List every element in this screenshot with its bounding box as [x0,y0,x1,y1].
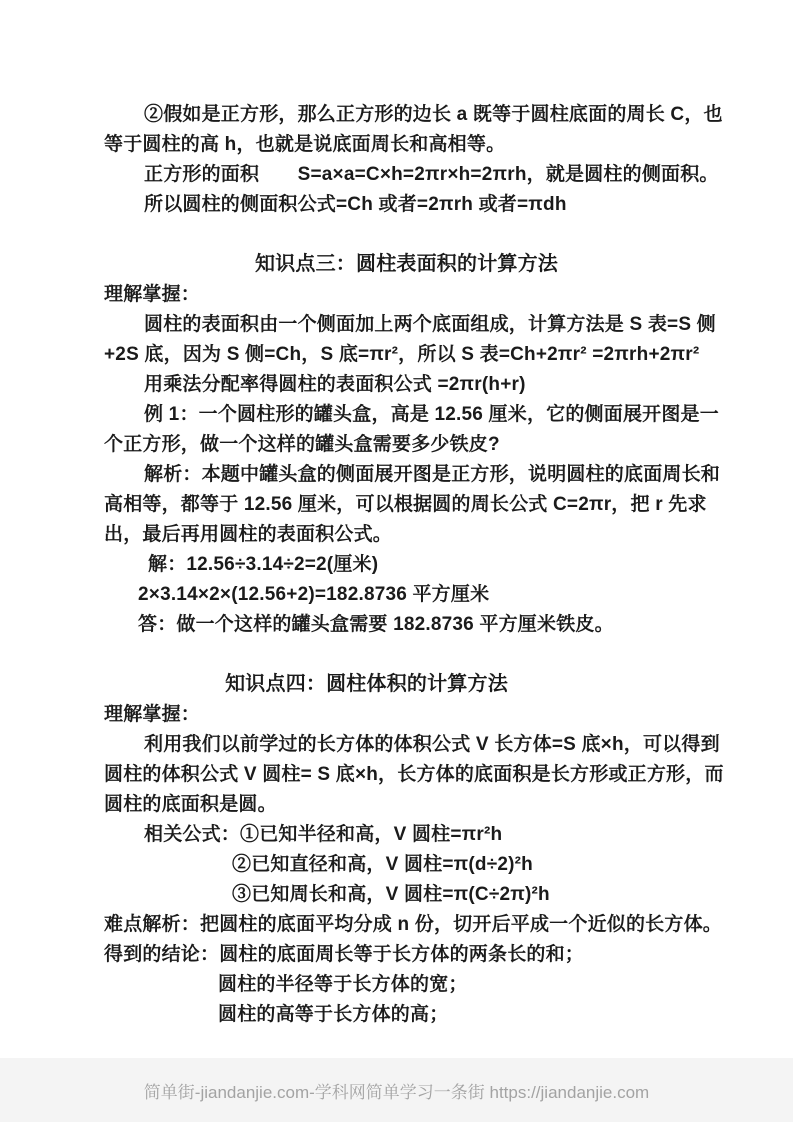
line-volume-formula-3: ③已知周长和高，V 圆柱=π(C÷2π)²h [232,884,550,905]
line-distributive-formula: 用乘法分配率得圆柱的表面积公式 =2πr(h+r) [144,374,526,395]
document-body [104,100,733,1030]
line-volume-formula-2: ②已知直径和高，V 圆柱=π(d÷2)²h [232,854,533,875]
footer-watermark-band [0,1058,793,1122]
line-solution-step-1: 解：12.56÷3.14÷2=2(厘米) [148,554,379,575]
label-understand-master-3: 理解掌握： [104,284,201,305]
line-conclusion-3: 圆柱的高等于长方体的高； [218,1004,449,1025]
para-example-1-analysis: 解析：本题中罐头盒的侧面展开图是正方形，说明圆柱的底面周长和高相等，都等于 12.56 厘米，可以根据圆的周长公式 C=2πr，把 r 先求出，最后再用圆柱的表面积公式。 [104,464,721,545]
line-lateral-area-formula: 所以圆柱的侧面积公式=Ch 或者=2πrh 或者=πdh [144,194,567,215]
line-conclusion-1: 得到的结论：圆柱的底面周长等于长方体的两条长的和； [104,944,585,965]
para-example-1: 例 1：一个圆柱形的罐头盒，高是 12.56 厘米，它的侧面展开图是一个正方形，做一个这样的罐头盒需要多少铁皮? [104,404,719,455]
line-conclusion-2: 圆柱的半径等于长方体的宽； [218,974,468,995]
line-solution-step-2: 2×3.14×2×(12.56+2)=182.8736 平方厘米 [138,584,490,605]
label-understand-master-4: 理解掌握： [104,704,201,725]
para-volume-method: 利用我们以前学过的长方体的体积公式 V 长方体=S 底×h，可以得到圆柱的体积公式 V 圆柱= S 底×h，长方体的底面积是长方形或正方形，而圆柱的底面积是圆。 [104,734,724,815]
line-square-area-formula: 正方形的面积 S=a×a=C×h=2πr×h=2πrh，就是圆柱的侧面积。 [144,164,719,185]
line-volume-formula-1: 相关公式：①已知半径和高，V 圆柱=πr²h [144,824,503,845]
footer-watermark-text: 简单街-jiandanjie.com-学科网简单学习一条街 https://jiandanjie.com [143,1082,650,1102]
section-heading-knowledge-point-4: 知识点四：圆柱体积的计算方法 [225,673,508,695]
para-square-side-condition: ②假如是正方形，那么正方形的边长 a 既等于圆柱底面的周长 C，也等于圆柱的高 h，也就是说底面周长和高相等。 [104,104,723,155]
para-surface-area-method: 圆柱的表面积由一个侧面加上两个底面组成，计算方法是 S 表=S 侧+2S 底，因为 S 侧=Ch，S 底=πr²，所以 S 表=Ch+2πr² =2πrh+2πr² [104,314,716,365]
line-difficulty-analysis: 难点解析：把圆柱的底面平均分成 n 份，切开后平成一个近似的长方体。 [104,914,722,935]
section-heading-knowledge-point-3: 知识点三：圆柱表面积的计算方法 [255,253,558,275]
line-answer: 答：做一个这样的罐头盒需要 182.8736 平方厘米铁皮。 [138,614,614,635]
